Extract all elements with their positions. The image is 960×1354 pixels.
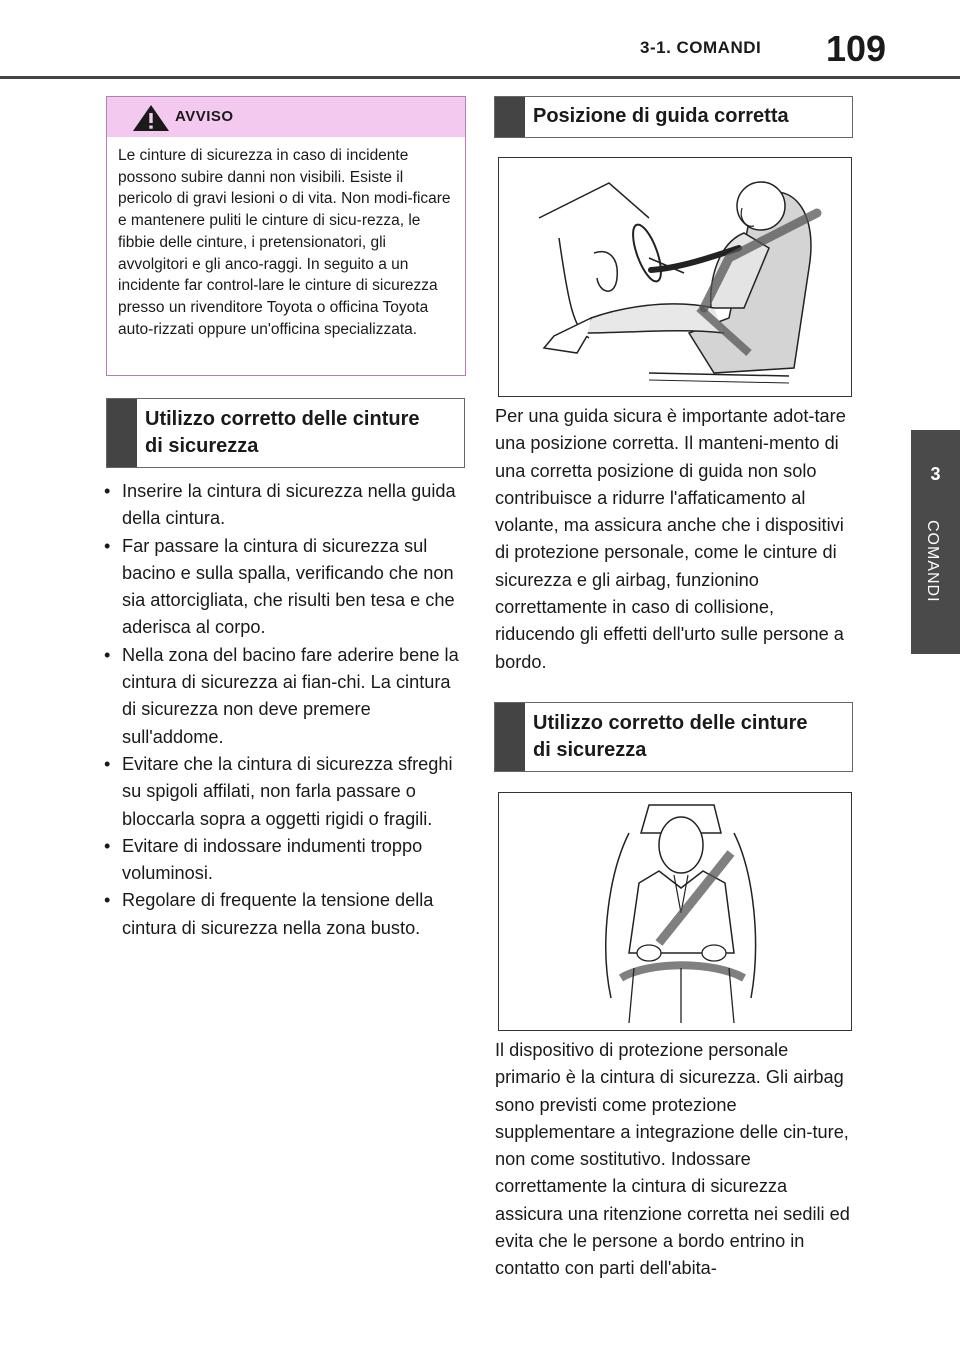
belted-person-front-icon (499, 793, 851, 1030)
section-heading-driving-position (494, 96, 853, 138)
chapter-heading: 3-1. COMANDI (640, 38, 762, 57)
side-tab-label: COMANDI (924, 520, 941, 603)
belt-instructions-list (104, 478, 464, 942)
warning-box (106, 96, 466, 376)
section-title-line1: Utilizzo corretto delle cinture (533, 712, 808, 734)
section-heading-bar (495, 97, 525, 137)
list-item: • Regolare di frequente la tensione della cintura di sicurezza nella zona busto. (104, 887, 464, 942)
chapter-side-tab[interactable] (911, 430, 960, 654)
belt-protection-text: Il dispositivo di protezione personale primario è la cintura di sicurezza. Gli airbag sono previsti come protezione supplementare a integrazione delle cin-ture, non come sostitutivo. Indossare correttamente la cintura di sicurezza assicura una ritenzione corretta nei sedili ed evita che le persone a bordo entrino in contatto con parti dell'abita- (495, 1040, 850, 1279)
list-item: • Evitare che la cintura di sicurezza sfreghi su spigoli affilati, non farla passare o bloccarla sopra a oggetti rigidi o fragili. (104, 751, 464, 833)
side-tab-number: 3 (930, 464, 941, 484)
section-heading-bar (107, 399, 137, 467)
section-heading-bar (495, 703, 525, 771)
list-item: • Evitare di indossare indumenti troppo voluminosi. (104, 833, 464, 888)
header-divider (0, 76, 960, 79)
section-heading-correct-belt-use-left (106, 398, 465, 468)
driver-seated-icon (499, 158, 851, 396)
driving-position-illustration (498, 157, 852, 397)
list-item: • Inserire la cintura di sicurezza nella guida della cintura. (104, 478, 464, 533)
page-number: 109 (826, 28, 887, 69)
warning-text: Le cinture di sicurezza in caso di incidente possono subire danni non visibili. Esiste il pericolo di gravi lesioni o di vita. Non modi-ficare e mantenere puliti le cinture di sicu-rezza, le fibbie delle cinture, i pretensionatori, gli avvolgitori e gli anco-raggi. In seguito a un incidente far control-lare le cinture di sicurezza presso un rivenditore Toyota o officina Toyota auto-rizzati oppure un'officina specializzata. (118, 147, 451, 338)
section-title: Posizione di guida corretta (533, 105, 789, 127)
driving-position-text: Per una guida sicura è importante adot-tare una posizione corretta. Il manteni-mento di una corretta posizione di guida non solo contribuisce a ridurre l'affaticamento al volante, ma assicura anche che i dispositivi di protezione personale, come le cinture di sicurezza e gli airbag, funzionino correttamente in caso di collisione, riducendo gli effetti dell'urto sulle persone a bordo. (495, 406, 846, 672)
belted-occupant-illustration (498, 792, 852, 1031)
list-item: • Nella zona del bacino fare aderire bene la cintura di sicurezza ai fian-chi. La cintura di sicurezza non deve premere sull'addome. (104, 642, 464, 751)
warning-header (107, 97, 465, 137)
section-title-line2: di sicurezza (145, 435, 259, 457)
section-title-line1: Utilizzo corretto delle cinture (145, 408, 420, 430)
warning-triangle-icon (131, 103, 171, 133)
warning-title: AVVISO (175, 108, 234, 125)
section-heading-correct-belt-use-right (494, 702, 853, 772)
list-item: • Far passare la cintura di sicurezza sul bacino e sulla spalla, verificando che non sia attorcigliata, che risulti ben tesa e che aderisca al corpo. (104, 533, 464, 642)
section-title-line2: di sicurezza (533, 739, 647, 761)
